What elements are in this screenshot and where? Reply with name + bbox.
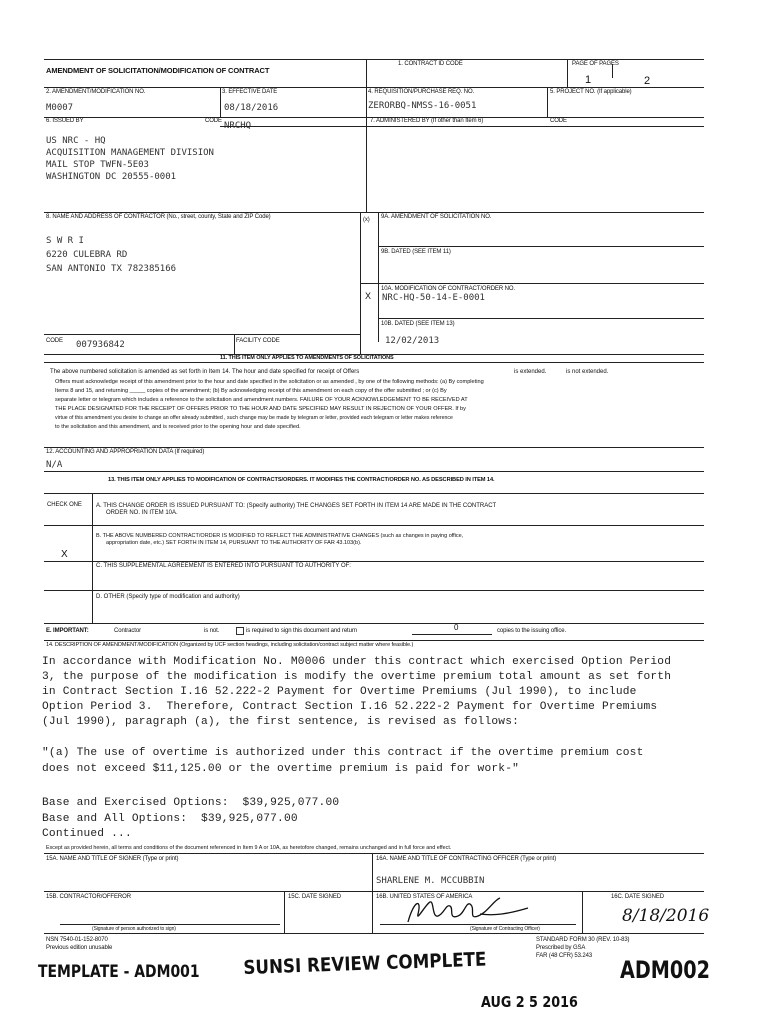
description-line-8: does not exceed $11,125.00 or the overtime premium is paid for work-" xyxy=(42,763,520,775)
issued-code-label: CODE xyxy=(205,118,222,124)
item13-d-line: D. OTHER (Specify type of modification and authority) xyxy=(96,594,240,600)
item11-line5: THE PLACE DESIGNATED FOR THE RECEIPT OF OFFERS PRIOR TO THE HOUR AND DATE SPECIFIED MAY RESULT IN REJECTION OF YOUR OFFER. If by xyxy=(55,406,466,412)
effective-date-value: 08/18/2016 xyxy=(224,103,279,113)
template-stamp: TEMPLATE - ADM001 xyxy=(38,962,200,982)
issued-code-value: NRCHQ xyxy=(224,121,252,131)
item11-line4: separate letter or telegram which includes a reference to the solicitation and amendment numbers. FAILURE OF YOUR ACKNOWLEDGEMENT TO BE RECEIVED AT xyxy=(55,397,468,403)
date-stamp: AUG 2 5 2016 xyxy=(481,993,578,1011)
contractor-label: 8. NAME AND ADDRESS OF CONTRACTOR (No., street, county, State and ZIP Code) xyxy=(46,214,271,220)
far-text: FAR (48 CFR) 53.243 xyxy=(536,953,593,959)
sunsi-stamp: SUNSI REVIEW COMPLETE xyxy=(243,948,487,979)
x-column-label: (x) xyxy=(363,217,370,223)
item11-header: 11. THIS ITEM ONLY APPLIES TO AMENDMENTS OF SOLICITATIONS xyxy=(220,355,394,361)
signer-name-label: 15A. NAME AND TITLE OF SIGNER (Type or print) xyxy=(46,856,179,862)
description-line-2: 3, the purpose of the modification is modify the overtime premium total amount as set forth xyxy=(42,671,672,683)
item11-extended: is extended. xyxy=(514,369,547,375)
adm-stamp: ADM002 xyxy=(620,956,710,984)
important-required: is required to sign this document and return xyxy=(246,628,357,634)
description-line-11: Base and All Options: $39,925,077.00 xyxy=(42,813,298,825)
important-copies-value: 0 xyxy=(454,623,459,632)
important-is-not: is not. xyxy=(204,628,220,634)
gsa-text: Prescribed by GSA xyxy=(536,945,586,951)
item11-line1: The above numbered solicitation is amended as set forth in Item 14. The hour and date specified for receipt of Offers xyxy=(50,369,360,375)
officer-signature xyxy=(404,894,534,928)
usa-label: 16B. UNITED STATES OF AMERICA xyxy=(376,894,473,900)
mod-dated-value: 12/02/2013 xyxy=(385,336,440,346)
solicitation-no-label: 9A. AMENDMENT OF SOLICITATION NO. xyxy=(381,214,492,220)
item13-header: 13. THIS ITEM ONLY APPLIES TO MODIFICATION OF CONTRACTS/ORDERS. IT MODIFIES THE CONTRACT/ORDER NO. AS DESCRIBED IN ITEM 14. xyxy=(108,477,495,483)
important-contractor: Contractor xyxy=(114,628,142,634)
description-line-3: in Contract Section I.16 52.222-2 Payment for Overtime Premiums (Jul 1990), to include xyxy=(42,686,637,698)
contractor-sig-caption: (Signature of person authorized to sign) xyxy=(92,926,176,932)
contractor-line-1: S W R I xyxy=(46,236,84,246)
page-label: PAGE OF PAGES xyxy=(572,61,619,67)
mod-no-value: M0007 xyxy=(46,103,74,113)
item11-line3: Items 8 and 15, and returning _____ copies of the amendment; (b) By acknowledging receipt of this amendment on each copy of the offer submitted ; or (c) By xyxy=(55,388,447,394)
issuer-line-2: ACQUISITION MANAGEMENT DIVISION xyxy=(46,148,214,158)
description-line-12: Continued ... xyxy=(42,828,132,840)
mod-dated-label: 10B. DATED (SEE ITEM 13) xyxy=(381,321,455,327)
officer-name-label: 16A. NAME AND TITLE OF CONTRACTING OFFICER (Type or print) xyxy=(376,856,557,862)
accounting-value: N/A xyxy=(46,460,63,470)
contract-id-label: 1. CONTRACT ID CODE xyxy=(398,61,463,67)
issuer-line-4: WASHINGTON DC 20555-0001 xyxy=(46,172,177,182)
mod-contract-label: 10A. MODIFICATION OF CONTRACT/ORDER NO. xyxy=(381,286,515,292)
mod-contract-value: NRC-HQ-50-14-E-0001 xyxy=(382,293,485,303)
contractor-date-label: 15C. DATE SIGNED xyxy=(288,894,341,900)
nsn-text: NSN 7540-01-152-8070 xyxy=(46,937,108,943)
item13-a-line1: A. THIS CHANGE ORDER IS ISSUED PURSUANT TO: (Specify authority) THE CHANGES SET FORTH IN ITEM 14 ARE MADE IN THE CONTRACT xyxy=(96,503,497,509)
officer-date-label: 16C. DATE SIGNED xyxy=(611,894,664,900)
contractor-line-2: 6220 CULEBRA RD xyxy=(46,250,128,260)
issued-by-label: 6. ISSUED BY xyxy=(46,118,84,124)
item13-b-line1: B. THE ABOVE NUMBERED CONTRACT/ORDER IS MODIFIED TO REFLECT THE ADMINISTRATIVE CHANGES (such as changes in paying office, xyxy=(96,533,464,539)
contractor-offeror-label: 15B. CONTRACTOR/OFFEROR xyxy=(46,894,131,900)
accounting-label: 12. ACCOUNTING AND APPROPRIATION DATA (If required) xyxy=(46,449,205,455)
item13-b-mark: X xyxy=(61,549,68,560)
solicitation-dated-label: 9B. DATED (SEE ITEM 11) xyxy=(381,249,451,255)
item11-not-extended: is not extended. xyxy=(566,369,609,375)
description-line-1: In accordance with Modification No. M0006 under this contract which exercised Option Period xyxy=(42,656,672,668)
description-label: 14. DESCRIPTION OF AMENDMENT/MODIFICATION (Organized by UCF section headings, including solicitation/contract subject matter where feasible.) xyxy=(46,642,414,648)
item11-line7: to the solicitation and this amendment, and is received prior to the opening hour and date specified. xyxy=(55,424,301,430)
item11-line6: virtue of this amendment you desire to change an offer already submitted , such change may be made by telegram or letter, provided each telegram or letter makes reference xyxy=(55,415,453,421)
item13-c-line: C. THIS SUPPLEMENTAL AGREEMENT IS ENTERED INTO PURSUANT TO AUTHORITY OF: xyxy=(96,563,351,569)
check-one-label: CHECK ONE xyxy=(47,502,82,508)
facility-code-label: FACILITY CODE xyxy=(236,338,280,344)
item11-line2: Offers must acknowledge receipt of this amendment prior to the hour and date specified in the solicitation or as amended , by one of the following methods: (a) By completing xyxy=(55,379,484,385)
contractor-code-value: 007936842 xyxy=(76,340,125,350)
important-label: E. IMPORTANT: xyxy=(46,628,89,634)
page-number: 1 xyxy=(585,74,592,86)
requisition-value: ZERORBQ-NMSS-16-0051 xyxy=(368,101,477,111)
project-no-label: 5. PROJECT NO. (If applicable) xyxy=(550,89,632,95)
important-copies-text: copies to the issuing office. xyxy=(497,628,567,634)
administered-code-label: CODE xyxy=(550,118,567,124)
administered-by-label: 7. ADMINISTERED BY (If other than Item 6) xyxy=(370,118,484,124)
form-title: AMENDMENT OF SOLICITATION/MODIFICATION OF CONTRACT xyxy=(46,66,270,75)
effective-date-label: 3. EFFECTIVE DATE xyxy=(222,89,278,95)
officer-name-value: SHARLENE M. MCCUBBIN xyxy=(376,876,485,886)
sf30-text: STANDARD FORM 30 (REV. 10-83) xyxy=(536,937,630,943)
mod-no-label: 2. AMENDMENT/MODIFICATION NO. xyxy=(46,89,146,95)
requisition-label: 4. REQUISITION/PURCHASE REQ. NO. xyxy=(368,89,475,95)
contractor-code-label: CODE xyxy=(46,338,63,344)
page-total: 2 xyxy=(644,75,651,87)
previous-edition-text: Previous edition unusable xyxy=(46,945,113,951)
officer-sig-caption: (Signature of Contracting Officer) xyxy=(470,926,540,932)
except-text: Except as provided herein, all terms and conditions of the document referenced in Item 9 A or 10A, as heretofore changed, remains unchanged and in full force and effect. xyxy=(46,845,452,851)
description-line-7: "(a) The use of overtime is authorized under this contract if the overtime premium cost xyxy=(42,747,644,759)
description-line-5: (Jul 1990), paragraph (a), the first sentence, is revised as follows: xyxy=(42,716,520,728)
description-line-10: Base and Exercised Options: $39,925,077.00 xyxy=(42,797,340,809)
officer-date-value: 8/18/2016 xyxy=(622,906,710,926)
issuer-line-3: MAIL STOP TWFN-5E03 xyxy=(46,160,149,170)
item13-b-line2: appropriation date, etc.) SET FORTH IN ITEM 14, PURSUANT TO THE AUTHORITY OF FAR 43.103(b). xyxy=(106,540,362,546)
description-line-4: Option Period 3. Therefore, Contract Section I.16 52.222-2 Payment for Overtime Premiums xyxy=(42,701,658,713)
item13-a-line2: ORDER NO. IN ITEM 10A. xyxy=(106,510,178,516)
contractor-line-3: SAN ANTONIO TX 782385166 xyxy=(46,264,177,274)
issuer-line-1: US NRC - HQ xyxy=(46,136,106,146)
mod-mark-x: X xyxy=(365,291,372,301)
